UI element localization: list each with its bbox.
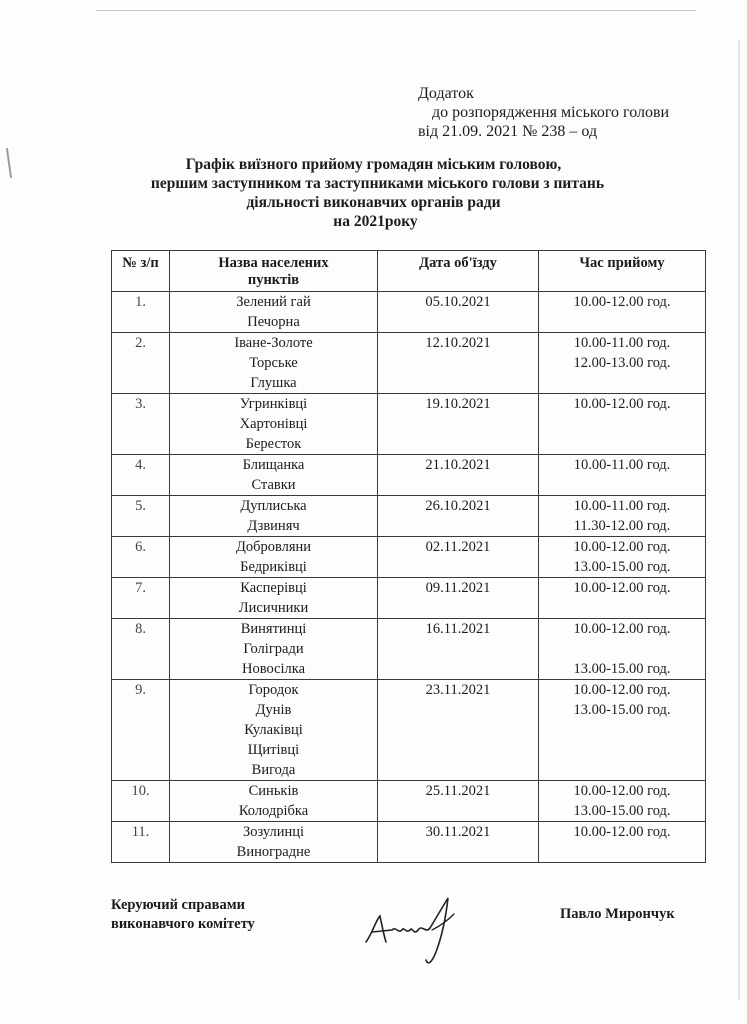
reception-time-cell (539, 822, 706, 863)
table-row (112, 781, 706, 822)
table-body (112, 292, 706, 863)
settlement-name: Колодрібка (238, 803, 309, 819)
reception-time: 10.00-12.00 год. (573, 539, 671, 555)
table-row (112, 333, 706, 394)
settlement-name: Виноградне (236, 844, 311, 860)
settlement-name: Печорна (247, 314, 300, 330)
row-number: 4. (135, 457, 146, 473)
settlements-cell (170, 578, 378, 619)
reception-time: 13.00-15.00 год. (573, 803, 671, 819)
row-number-cell (112, 781, 170, 822)
settlements-cell (170, 619, 378, 680)
row-number: 6. (135, 539, 146, 555)
settlements-cell (170, 496, 378, 537)
signer-name: Павло Мирончук (560, 906, 675, 922)
row-number-cell (112, 578, 170, 619)
settlement-name: Лисичники (238, 600, 309, 616)
settlement-name: Ставки (251, 477, 296, 493)
settlement-name: Зелений гай (236, 294, 311, 310)
row-number-cell (112, 537, 170, 578)
document-title (0, 155, 747, 231)
addendum-block (418, 84, 669, 141)
settlement-name: Блищанка (242, 457, 305, 473)
addendum-order-ref: до розпорядження міського голови (432, 104, 670, 121)
table-row (112, 822, 706, 863)
settlement-name: Дзвиняч (247, 518, 300, 534)
table-row (112, 680, 706, 781)
settlement-name: Дунів (255, 702, 292, 718)
settlements-cell (170, 455, 378, 496)
visit-date-cell (378, 781, 539, 822)
row-number: 10. (131, 783, 150, 799)
settlement-name: Касперівці (240, 580, 307, 596)
reception-time-cell (539, 455, 706, 496)
table-row (112, 455, 706, 496)
table-row (112, 496, 706, 537)
schedule-table (111, 250, 706, 863)
title-line-4: на 2021року (333, 213, 418, 230)
settlement-name: Вигода (251, 762, 296, 778)
visit-date-cell (378, 537, 539, 578)
addendum-title: Додаток (418, 85, 474, 102)
reception-time-cell (539, 292, 706, 333)
position-line-1: Керуючий справами (111, 897, 245, 913)
table-row (112, 578, 706, 619)
reception-time: 12.00-13.00 год. (573, 355, 671, 371)
row-number: 1. (135, 294, 146, 310)
visit-date-cell (378, 822, 539, 863)
row-number-cell (112, 333, 170, 394)
settlement-name: Добровляни (235, 539, 312, 555)
row-number-cell (112, 619, 170, 680)
visit-date-cell (378, 496, 539, 537)
row-number-cell (112, 496, 170, 537)
visit-date-cell (378, 619, 539, 680)
visit-date: 23.11.2021 (425, 682, 491, 698)
settlements-cell (170, 822, 378, 863)
row-number: 9. (135, 682, 146, 698)
visit-date-cell (378, 578, 539, 619)
row-number: 5. (135, 498, 146, 514)
visit-date: 19.10.2021 (425, 396, 491, 412)
reception-time: 10.00-12.00 год. (573, 580, 671, 596)
settlement-name: Іване-Золоте (234, 335, 313, 351)
visit-date: 09.11.2021 (425, 580, 491, 596)
settlement-name: Щитівці (247, 742, 300, 758)
settlements-cell (170, 394, 378, 455)
visit-date-cell (378, 455, 539, 496)
reception-time: 10.00-12.00 год. (573, 396, 671, 412)
settlement-name: Бересток (245, 436, 302, 452)
table-row (112, 292, 706, 333)
reception-time: 13.00-15.00 год. (573, 559, 671, 575)
settlements-cell (170, 680, 378, 781)
visit-date: 21.10.2021 (425, 457, 491, 473)
row-number-cell (112, 680, 170, 781)
settlement-name: Голігради (243, 641, 304, 657)
reception-time-cell (539, 394, 706, 455)
row-number-cell (112, 292, 170, 333)
settlement-name: Городок (248, 682, 299, 698)
reception-time: 10.00-11.00 год. (573, 457, 671, 473)
visit-date-cell (378, 292, 539, 333)
row-number-cell (112, 394, 170, 455)
settlement-name: Винятинці (240, 621, 307, 637)
row-number: 2. (135, 335, 146, 351)
table-row (112, 394, 706, 455)
row-number-cell (112, 455, 170, 496)
visit-date: 05.10.2021 (425, 294, 491, 310)
header-date: Дата об'їзду (378, 251, 539, 292)
reception-time: 10.00-12.00 год. (573, 621, 671, 637)
header-number: № з/п (112, 251, 170, 292)
handwritten-signature (362, 890, 472, 970)
reception-time: 10.00-12.00 год. (573, 824, 671, 840)
position-line-2: виконавчого комітету (111, 916, 255, 932)
title-line-3: діяльності виконавчих органів ради (246, 194, 501, 211)
reception-time-cell (539, 496, 706, 537)
visit-date: 25.11.2021 (425, 783, 491, 799)
settlement-name: Бедриківці (240, 559, 307, 575)
settlement-name: Угринківці (239, 396, 308, 412)
reception-time-cell (539, 680, 706, 781)
visit-date: 02.11.2021 (425, 539, 491, 555)
reception-time: 13.00-15.00 год. (573, 702, 671, 718)
settlements-cell (170, 333, 378, 394)
header-settlements: Назва населених пунктів (170, 251, 378, 292)
reception-time-cell (539, 781, 706, 822)
reception-time: 11.30-12.00 год. (573, 518, 671, 534)
row-number: 3. (135, 396, 146, 412)
signer-position (111, 896, 255, 934)
settlement-name: Зозулинці (242, 824, 305, 840)
row-number: 8. (135, 621, 146, 637)
scan-edge-line (96, 10, 696, 11)
settlements-cell (170, 781, 378, 822)
reception-time-cell (539, 619, 706, 680)
reception-time-cell (539, 537, 706, 578)
reception-time-cell (539, 333, 706, 394)
table-row (112, 619, 706, 680)
reception-time-cell (539, 578, 706, 619)
title-line-2: першим заступником та заступниками міського голови з питань (150, 175, 605, 192)
reception-time: 10.00-12.00 год. (573, 783, 671, 799)
settlements-cell (170, 537, 378, 578)
table-header-row (112, 251, 706, 292)
reception-time: 10.00-11.00 год. (573, 498, 671, 514)
title-line-1: Графік виїзного прийому громадян міським головою, (185, 156, 562, 173)
table-row (112, 537, 706, 578)
reception-time: 13.00-15.00 год. (573, 661, 671, 677)
settlement-name: Кулаківці (244, 722, 303, 738)
visit-date-cell (378, 680, 539, 781)
visit-date: 30.11.2021 (425, 824, 491, 840)
settlement-name: Хартонівці (239, 416, 308, 432)
header-time: Час прийому (539, 251, 706, 292)
visit-date: 16.11.2021 (425, 621, 491, 637)
visit-date-cell (378, 333, 539, 394)
row-number-cell (112, 822, 170, 863)
settlement-name: Торське (249, 355, 298, 371)
visit-date: 26.10.2021 (425, 498, 491, 514)
settlement-name: Новосілка (241, 661, 306, 677)
settlement-name: Глушка (250, 375, 297, 391)
settlements-cell (170, 292, 378, 333)
reception-time: 10.00-12.00 год. (573, 294, 671, 310)
reception-time: 10.00-11.00 год. (573, 335, 671, 351)
row-number: 11. (131, 824, 150, 840)
visit-date-cell (378, 394, 539, 455)
reception-time: 10.00-12.00 год. (573, 682, 671, 698)
visit-date: 12.10.2021 (425, 335, 491, 351)
addendum-date-number: від 21.09. 2021 № 238 – од (418, 123, 598, 140)
settlement-name: Синьків (248, 783, 299, 799)
settlement-name: Дуплиська (240, 498, 307, 514)
row-number: 7. (135, 580, 146, 596)
